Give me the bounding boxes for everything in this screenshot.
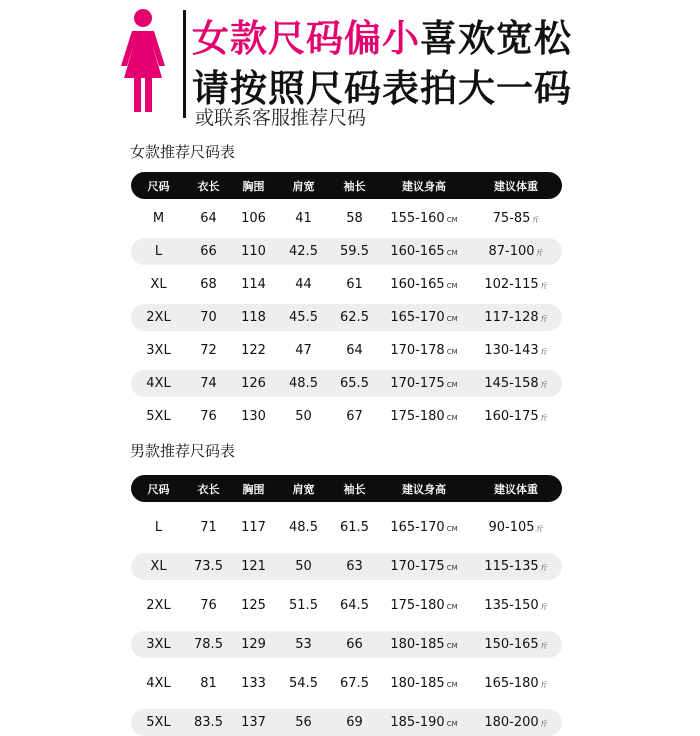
cell-length: 64 (200, 211, 217, 226)
weight-unit: 斤 (540, 720, 548, 728)
cell-chest: 114 (241, 277, 266, 292)
height-value: 180-185 (390, 637, 445, 652)
column-header: 建议体重 (494, 482, 538, 496)
cell-length: 76 (200, 598, 217, 613)
height-value: 160-165 (390, 244, 445, 259)
headline-line2: 请按照尺码表拍大一码 (192, 67, 572, 110)
cell-shoulder: 50 (295, 559, 312, 574)
cell-size: 4XL (146, 676, 171, 691)
cell-sleeve: 58 (346, 211, 363, 226)
cell-chest: 126 (241, 376, 266, 391)
header (0, 0, 700, 130)
column-header: 衣长 (197, 179, 220, 193)
weight-unit: 斤 (540, 681, 548, 689)
cell-height (378, 715, 470, 730)
cell-length: 70 (200, 310, 217, 325)
cell-height (378, 343, 470, 358)
cell-size: 5XL (146, 715, 171, 730)
cell-chest: 133 (241, 676, 266, 691)
weight-value: 87-100 (488, 244, 535, 259)
header-divider (183, 10, 186, 118)
table-row (131, 403, 562, 430)
cell-height (378, 376, 470, 391)
table-row (131, 370, 562, 397)
cell-length: 66 (200, 244, 217, 259)
height-value: 170-175 (390, 559, 445, 574)
cell-height (378, 310, 470, 325)
cell-sleeve: 64 (346, 343, 363, 358)
height-unit: CM (446, 348, 458, 356)
weight-unit: 斤 (540, 348, 548, 356)
cell-height (378, 409, 470, 424)
column-header: 建议身高 (402, 482, 446, 496)
cell-length: 68 (200, 277, 217, 292)
headline-line1 (192, 8, 572, 62)
column-header: 衣长 (197, 482, 220, 496)
cell-sleeve: 67 (346, 409, 363, 424)
table-row (131, 238, 562, 265)
cell-shoulder: 53 (295, 637, 312, 652)
headline-black-text: 喜欢宽松 (420, 17, 572, 60)
weight-value: 150-165 (484, 637, 539, 652)
cell-chest: 121 (241, 559, 266, 574)
weight-value: 160-175 (484, 409, 539, 424)
cell-shoulder: 50 (295, 409, 312, 424)
cell-weight (470, 637, 562, 652)
cell-size: 2XL (146, 598, 171, 613)
weight-value: 130-143 (484, 343, 539, 358)
cell-sleeve: 62.5 (340, 310, 369, 325)
table-row (131, 304, 562, 331)
women-table-title: 女款推荐尺码表 (130, 143, 236, 161)
cell-height (378, 559, 470, 574)
cell-length: 73.5 (194, 559, 223, 574)
cell-sleeve: 64.5 (340, 598, 369, 613)
cell-shoulder: 51.5 (289, 598, 318, 613)
weight-unit: 斤 (540, 315, 548, 323)
cell-chest: 117 (241, 520, 266, 535)
height-value: 170-178 (390, 343, 445, 358)
cell-weight (470, 715, 562, 730)
weight-unit: 斤 (540, 282, 548, 290)
woman-icon (115, 8, 171, 113)
column-header: 建议身高 (402, 179, 446, 193)
cell-chest: 137 (241, 715, 266, 730)
cell-height (378, 211, 470, 226)
column-header: 胸围 (242, 482, 265, 496)
table-row (131, 709, 562, 736)
cell-size: 2XL (146, 310, 171, 325)
column-header: 尺码 (147, 179, 170, 193)
weight-unit: 斤 (532, 216, 540, 224)
table-row (131, 670, 562, 697)
weight-value: 135-150 (484, 598, 539, 613)
height-value: 160-165 (390, 277, 445, 292)
height-unit: CM (446, 720, 458, 728)
height-value: 175-180 (390, 598, 445, 613)
cell-length: 71 (200, 520, 217, 535)
cell-shoulder: 56 (295, 715, 312, 730)
cell-weight (470, 676, 562, 691)
cell-size: 3XL (146, 637, 171, 652)
weight-unit: 斤 (540, 414, 548, 422)
cell-weight (470, 520, 562, 535)
weight-value: 180-200 (484, 715, 539, 730)
cell-sleeve: 65.5 (340, 376, 369, 391)
column-header: 肩宽 (292, 179, 315, 193)
cell-chest: 106 (241, 211, 266, 226)
cell-weight (470, 559, 562, 574)
height-unit: CM (446, 603, 458, 611)
table-row (131, 337, 562, 364)
cell-chest: 130 (241, 409, 266, 424)
cell-height (378, 277, 470, 292)
cell-size: XL (150, 559, 167, 574)
weight-value: 75-85 (492, 211, 531, 226)
cell-height (378, 637, 470, 652)
cell-height (378, 244, 470, 259)
cell-length: 74 (200, 376, 217, 391)
weight-unit: 斤 (540, 603, 548, 611)
height-value: 185-190 (390, 715, 445, 730)
weight-value: 90-105 (488, 520, 535, 535)
cell-weight (470, 376, 562, 391)
height-unit: CM (446, 414, 458, 422)
table-row (131, 631, 562, 658)
cell-weight (470, 277, 562, 292)
weight-value: 145-158 (484, 376, 539, 391)
weight-value: 165-180 (484, 676, 539, 691)
cell-height (378, 676, 470, 691)
cell-shoulder: 44 (295, 277, 312, 292)
table-row (131, 205, 562, 232)
cell-shoulder: 45.5 (289, 310, 318, 325)
cell-shoulder: 48.5 (289, 520, 318, 535)
table-row (131, 592, 562, 619)
height-unit: CM (446, 216, 458, 224)
column-header: 袖长 (343, 482, 366, 496)
weight-unit: 斤 (540, 642, 548, 650)
cell-chest: 122 (241, 343, 266, 358)
women-size-table (131, 172, 562, 430)
height-value: 165-170 (390, 310, 445, 325)
cell-weight (470, 310, 562, 325)
cell-weight (470, 598, 562, 613)
cell-weight (470, 211, 562, 226)
table-row (131, 271, 562, 298)
cell-size: XL (150, 277, 167, 292)
height-unit: CM (446, 315, 458, 323)
cell-weight (470, 343, 562, 358)
height-value: 170-175 (390, 376, 445, 391)
column-header: 尺码 (147, 482, 170, 496)
cell-sleeve: 63 (346, 559, 363, 574)
column-header: 袖长 (343, 179, 366, 193)
cell-size: 4XL (146, 376, 171, 391)
height-value: 155-160 (390, 211, 445, 226)
cell-sleeve: 61.5 (340, 520, 369, 535)
men-table-title: 男款推荐尺码表 (130, 442, 236, 460)
height-unit: CM (446, 564, 458, 572)
cell-length: 81 (200, 676, 217, 691)
cell-length: 76 (200, 409, 217, 424)
weight-value: 117-128 (484, 310, 539, 325)
table-header (131, 475, 562, 502)
cell-size: L (154, 520, 163, 535)
cell-chest: 118 (241, 310, 266, 325)
cell-size: M (152, 211, 165, 226)
cell-weight (470, 244, 562, 259)
cell-size: L (154, 244, 163, 259)
height-unit: CM (446, 525, 458, 533)
height-unit: CM (446, 642, 458, 650)
cell-sleeve: 59.5 (340, 244, 369, 259)
column-header: 建议体重 (494, 179, 538, 193)
cell-shoulder: 54.5 (289, 676, 318, 691)
cell-shoulder: 42.5 (289, 244, 318, 259)
cell-sleeve: 67.5 (340, 676, 369, 691)
height-value: 165-170 (390, 520, 445, 535)
weight-unit: 斤 (540, 564, 548, 572)
height-unit: CM (446, 249, 458, 257)
cell-chest: 129 (241, 637, 266, 652)
table-row (131, 553, 562, 580)
cell-length: 72 (200, 343, 217, 358)
cell-sleeve: 61 (346, 277, 363, 292)
cell-size: 3XL (146, 343, 171, 358)
height-unit: CM (446, 381, 458, 389)
weight-unit: 斤 (536, 525, 544, 533)
weight-unit: 斤 (540, 381, 548, 389)
weight-unit: 斤 (536, 249, 544, 257)
cell-length: 83.5 (194, 715, 223, 730)
column-header: 肩宽 (292, 482, 315, 496)
table-header (131, 172, 562, 199)
height-unit: CM (446, 282, 458, 290)
cell-length: 78.5 (194, 637, 223, 652)
column-header: 胸围 (242, 179, 265, 193)
cell-sleeve: 66 (346, 637, 363, 652)
headline-pink-text: 女款尺码偏小 (192, 17, 420, 60)
height-unit: CM (446, 681, 458, 689)
table-row (131, 514, 562, 541)
cell-chest: 110 (241, 244, 266, 259)
cell-shoulder: 41 (295, 211, 312, 226)
height-value: 180-185 (390, 676, 445, 691)
cell-height (378, 598, 470, 613)
cell-shoulder: 47 (295, 343, 312, 358)
men-size-table (131, 475, 562, 736)
cell-sleeve: 69 (346, 715, 363, 730)
weight-value: 102-115 (484, 277, 539, 292)
cell-weight (470, 409, 562, 424)
cell-chest: 125 (241, 598, 266, 613)
height-value: 175-180 (390, 409, 445, 424)
cell-shoulder: 48.5 (289, 376, 318, 391)
cell-height (378, 520, 470, 535)
weight-value: 115-135 (484, 559, 539, 574)
cell-size: 5XL (146, 409, 171, 424)
headline-subtext: 或联系客服推荐尺码 (195, 107, 367, 129)
